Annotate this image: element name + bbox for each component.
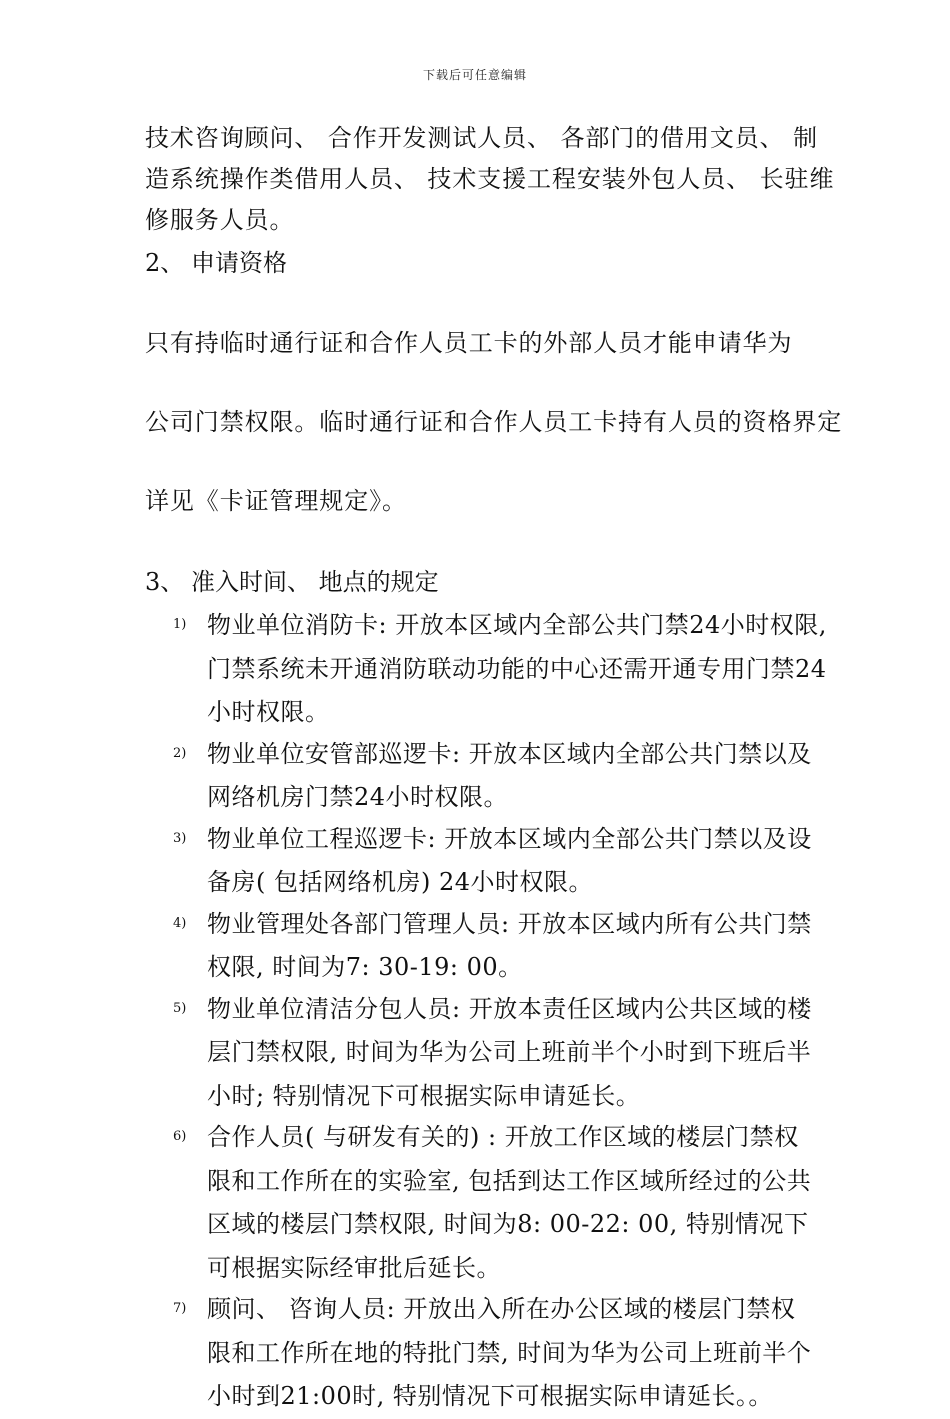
list-item (145, 988, 810, 1119)
paragraph-line: 公司门禁权限。临时通行证和合作人员工卡持有人员的资格界定 (145, 408, 843, 436)
list-item-line: 小时到21:00时, 特别情况下可根据实际申请延长。。 (207, 1382, 773, 1410)
section-number: 3、 (145, 568, 185, 596)
list-item (145, 1288, 810, 1419)
list-item-number: 4) (173, 915, 187, 931)
list-item-line: 物业单位安管部巡逻卡: 开放本区域内全部公共门禁以及 (207, 739, 812, 768)
list-item-number: 3) (173, 830, 187, 846)
intro-line: 技术咨询顾问、 合作开发测试人员、 各部门的借用文员、 制 (145, 124, 818, 152)
list-item-line: 限和工作所在地的特批门禁, 时间为华为公司上班前半个 (207, 1338, 812, 1367)
list-item-line: 门禁系统未开通消防联动功能的中心还需开通专用门禁24 (207, 654, 827, 683)
section-number: 2、 (145, 249, 185, 277)
list-item (145, 604, 827, 735)
list-item-line: 权限, 时间为7: 30-19: 00。 (207, 953, 523, 981)
paragraph-line: 详见《卡证管理规定》。 (145, 487, 407, 515)
list-item-line: 小时; 特别情况下可根据实际申请延长。 (207, 1081, 641, 1110)
intro-line: 造系统操作类借用人员、 技术支援工程安装外包人员、 长驻维 (145, 165, 835, 193)
list-item-line: 层门禁权限, 时间为华为公司上班前半个小时到下班后半 (207, 1038, 812, 1066)
list-item-line: 网络机房门禁24小时权限。 (207, 783, 509, 811)
list-item-line: 小时权限。 (207, 698, 330, 726)
list-item-number: 6) (173, 1129, 187, 1144)
section-2-heading (145, 241, 810, 285)
list-item-line: 区域的楼层门禁权限, 时间为8: 00-22: 00, 特别情况下 (207, 1210, 809, 1238)
rules-list (145, 604, 827, 1419)
list-item (145, 818, 810, 905)
document-body (145, 118, 843, 1419)
list-item-line: 物业单位清洁分包人员: 开放本责任区域内公共区域的楼 (207, 994, 812, 1023)
list-item (145, 1116, 810, 1290)
list-item-line: 物业单位工程巡逻卡: 开放本区域内全部公共门禁以及设 (207, 824, 812, 853)
list-item-line: 可根据实际经审批后延长。 (207, 1253, 501, 1282)
section-title: 申请资格 (191, 249, 287, 277)
list-item-line: 备房( 包括网络机房) 24小时权限。 (207, 868, 594, 896)
paragraph-line: 只有持临时通行证和合作人员工卡的外部人员才能申请华为 (145, 329, 793, 357)
list-item-number: 2) (173, 745, 187, 761)
intro-line: 修服务人员。 (145, 206, 295, 234)
list-item-number: 7) (173, 1301, 187, 1316)
section-3-heading (145, 560, 810, 604)
list-item-line: 限和工作所在的实验室, 包括到达工作区域所经过的公共 (207, 1166, 812, 1195)
page-header: 下载后可任意编辑 (422, 68, 527, 82)
list-item-number: 5) (173, 1000, 187, 1016)
list-item (145, 733, 810, 820)
section-title: 准入时间、 地点的规定 (191, 568, 439, 596)
list-item-line: 顾问、 咨询人员: 开放出入所在办公区域的楼层门禁权 (207, 1295, 796, 1323)
list-item-number: 1) (173, 617, 187, 632)
list-item-line: 物业管理处各部门管理人员: 开放本区域内所有公共门禁 (207, 909, 812, 938)
intro-paragraph (145, 118, 835, 241)
list-item-line: 物业单位消防卡: 开放本区域内全部公共门禁24小时权限, (207, 611, 827, 639)
list-item-line: 合作人员( 与研发有关的) : 开放工作区域的楼层门禁权 (207, 1123, 799, 1151)
section-2-paragraph (145, 285, 843, 560)
list-item (145, 903, 810, 990)
